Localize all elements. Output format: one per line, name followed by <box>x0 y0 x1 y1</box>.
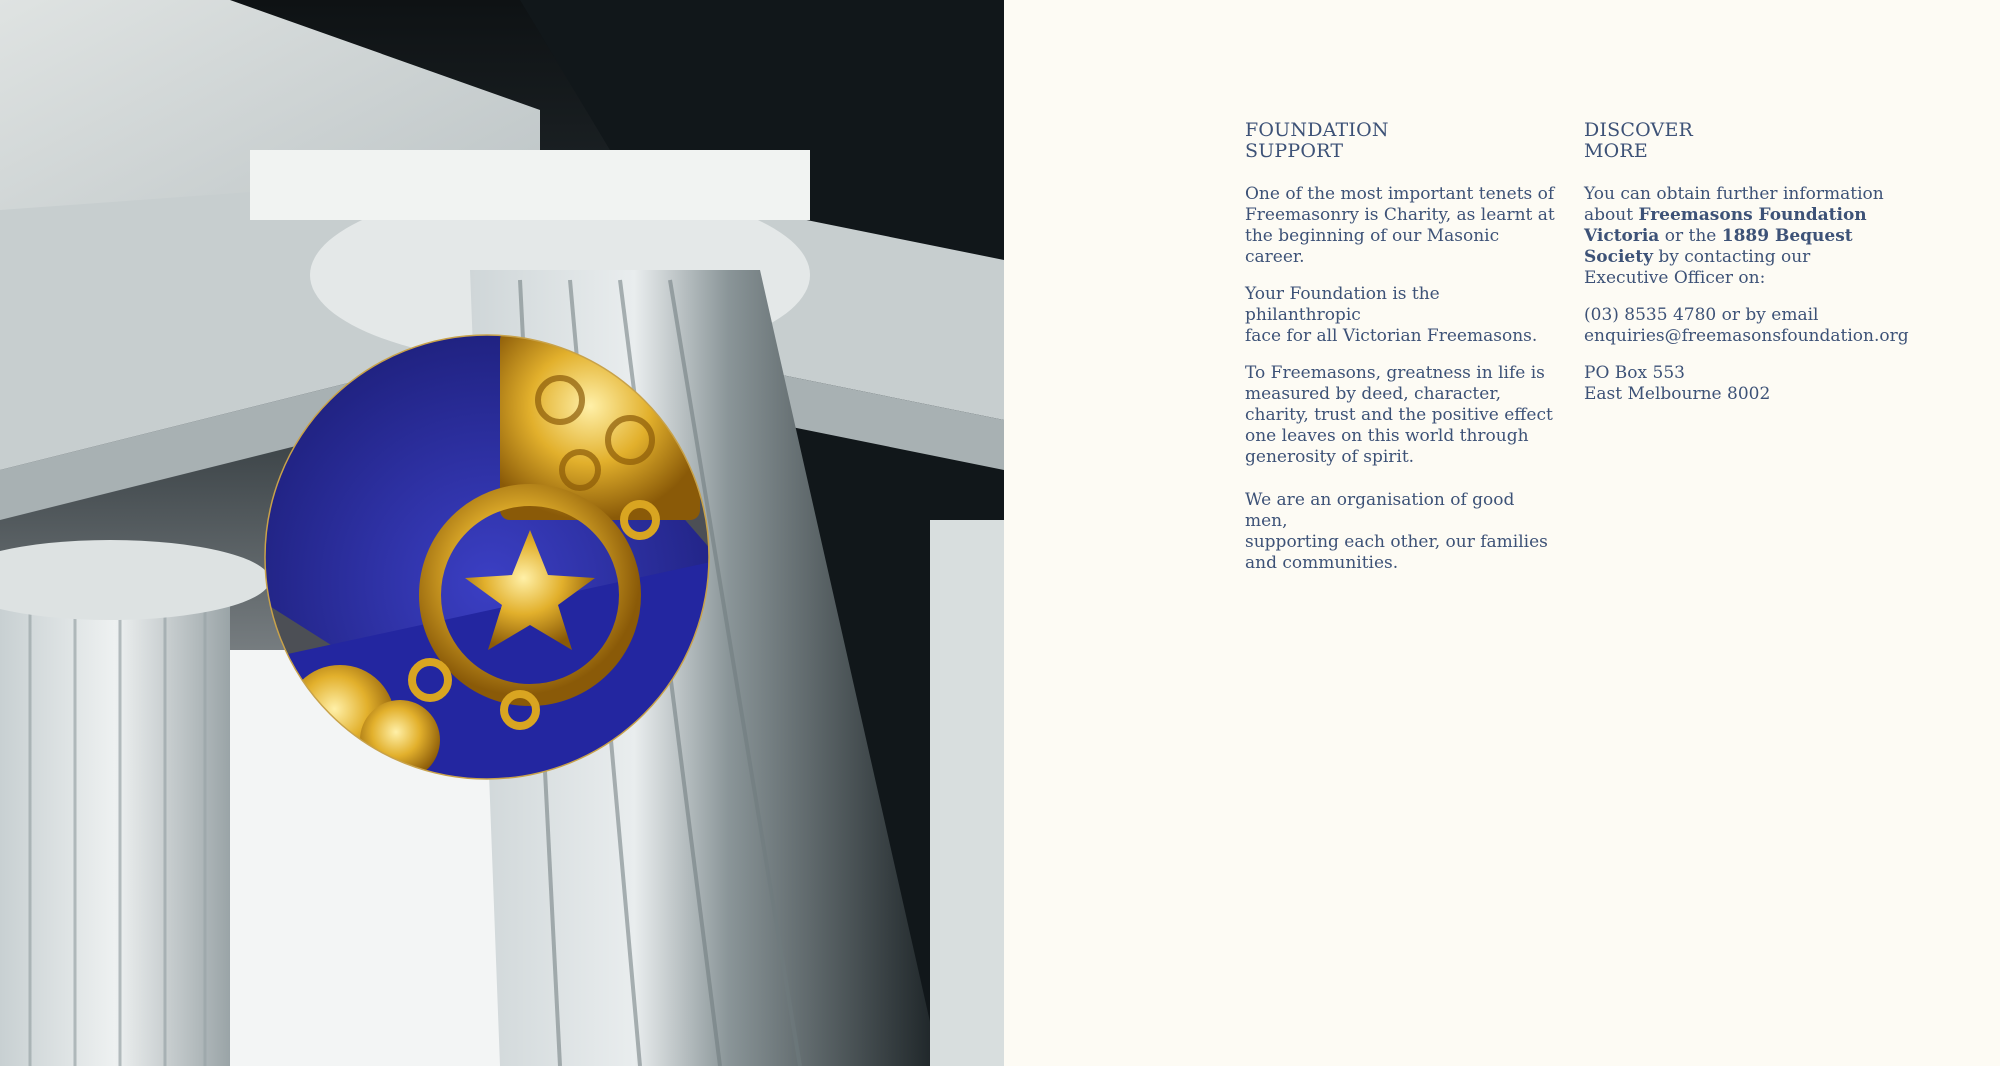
foundation-name: Freemasons Foundation <box>1638 205 1867 225</box>
text-run: or the <box>1659 226 1722 246</box>
foundation-support-heading <box>1245 120 1557 162</box>
text-line: Freemasonry is Charity, as learnt at <box>1245 205 1555 225</box>
bequest-society-name: Society <box>1584 247 1653 267</box>
heading-line: FOUNDATION <box>1245 119 1389 141</box>
bequest-society-name: 1889 Bequest <box>1721 226 1853 246</box>
po-box: PO Box 553 <box>1584 363 1685 383</box>
discover-more-section <box>1584 120 1914 421</box>
text-line <box>1584 226 1914 247</box>
foundation-support-section <box>1245 120 1557 590</box>
phone-email-paragraph <box>1584 305 1914 347</box>
text-line: face for all Victorian Freemasons. <box>1245 326 1538 346</box>
text-line: Executive Officer on: <box>1584 268 1766 288</box>
heading-line: SUPPORT <box>1245 140 1344 162</box>
text-line: charity, trust and the positive effect <box>1245 405 1553 425</box>
text-line: You can obtain further information <box>1584 184 1884 204</box>
text-panel <box>1004 0 2000 1066</box>
heading-line: MORE <box>1584 140 1649 162</box>
text-line <box>1584 247 1914 268</box>
postal-address <box>1584 363 1914 405</box>
text-run: by contacting our <box>1652 247 1811 267</box>
heading-line: DISCOVER <box>1584 119 1694 141</box>
text-line: One of the most important tenets of <box>1245 184 1555 204</box>
greatness-paragraph <box>1245 363 1557 468</box>
text-line: one leaves on this world through <box>1245 426 1529 446</box>
foundation-name: Victoria <box>1584 226 1660 246</box>
text-line: measured by deed, character, <box>1245 384 1501 404</box>
phone-number: (03) 8535 4780 or by email <box>1584 305 1819 325</box>
text-line: Your Foundation is the philanthropic <box>1245 284 1440 325</box>
philanthropic-paragraph <box>1245 284 1557 347</box>
text-line <box>1584 205 1914 226</box>
charity-paragraph <box>1245 184 1557 268</box>
contact-intro-paragraph <box>1584 184 1914 289</box>
text-line: We are an organisation of good men, <box>1245 490 1515 531</box>
text-line: To Freemasons, greatness in life is <box>1245 363 1545 383</box>
text-run: about <box>1584 205 1639 225</box>
email-address[interactable]: enquiries@freemasonsfoundation.org <box>1584 326 1909 346</box>
organisation-paragraph <box>1245 490 1557 574</box>
text-line: and communities. <box>1245 553 1399 573</box>
discover-more-heading <box>1584 120 1914 162</box>
text-line: supporting each other, our families <box>1245 532 1548 552</box>
city-postcode: East Melbourne 8002 <box>1584 384 1771 404</box>
text-line: the beginning of our Masonic career. <box>1245 226 1500 267</box>
text-line: generosity of spirit. <box>1245 447 1415 467</box>
